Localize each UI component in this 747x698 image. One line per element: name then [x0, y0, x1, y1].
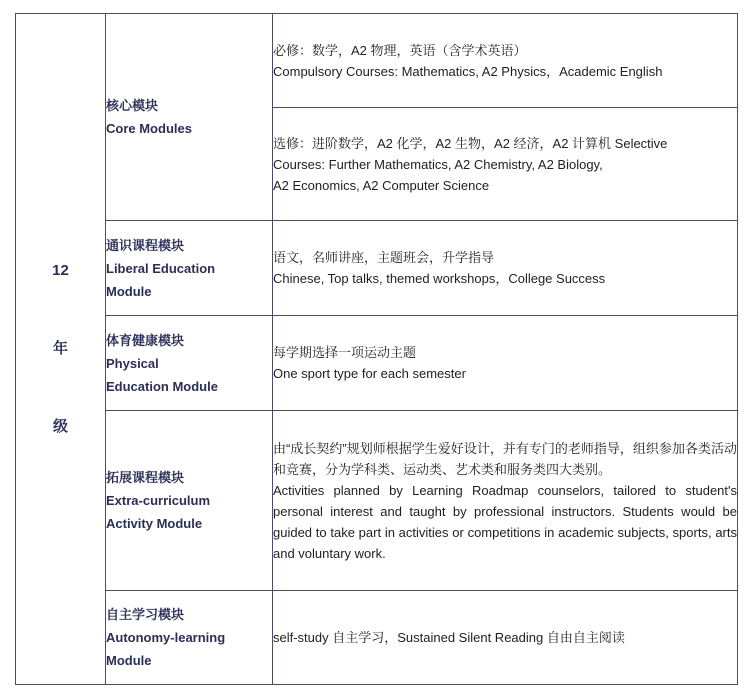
module-title-en-line-1: Liberal Education: [106, 260, 216, 276]
detail-text: self-study 自主学习，Sustained Silent Reading 自由自主阅读: [273, 630, 625, 645]
table-row-autonomy-learning: [16, 591, 738, 685]
detail-autonomy-learning: [273, 591, 738, 685]
module-title-zh: 核心模块: [106, 98, 159, 113]
grade-char-ji: 级: [52, 418, 68, 435]
detail-en-line-2: A2 Economics, A2 Computer Science: [273, 177, 490, 193]
table-row-extra-curriculum: [16, 411, 738, 591]
module-liberal-education: [106, 221, 273, 316]
table-row-core-compulsory: [16, 14, 738, 108]
module-autonomy-learning: [106, 591, 273, 685]
detail-physical-education: [273, 316, 738, 411]
detail-en-line-1: Courses: Further Mathematics, A2 Chemistry, A2 Biology,: [273, 156, 603, 172]
module-title-en-line-1: Autonomy-learning: [106, 630, 226, 645]
module-title-en-line-1: Physical: [106, 355, 159, 371]
module-title-zh: 拓展课程模块: [106, 470, 185, 485]
module-title-en-line-1: Extra-curriculum: [106, 493, 211, 508]
detail-zh: 每学期选择一项运动主题: [273, 345, 417, 360]
detail-en: Chinese, Top talks, themed workshops，College Success: [273, 271, 606, 286]
detail-zh: 必修：数学，A2 物理，英语（含学术英语）: [273, 42, 527, 58]
curriculum-table: [15, 13, 738, 685]
module-title-en-line-2: Activity Module: [106, 516, 203, 531]
detail-zh: 选修：进阶数学，A2 化学，A2 生物，A2 经济，A2 计算机 Selective: [273, 135, 668, 151]
module-physical-education: [106, 316, 273, 411]
detail-extra-curriculum: [273, 411, 738, 591]
detail-core-compulsory: [273, 14, 738, 108]
grade-char-nian: 年: [52, 340, 68, 357]
grade-label: [16, 263, 105, 435]
table-row-liberal-education: [16, 221, 738, 316]
table-row-physical-education: [16, 316, 738, 411]
detail-en: Compulsory Courses: Mathematics, A2 Physics，Academic English: [273, 63, 663, 79]
module-core: [106, 14, 273, 221]
module-extra-curriculum: [106, 411, 273, 591]
module-title-en: Core Modules: [106, 121, 192, 136]
detail-liberal-education: [273, 221, 738, 316]
module-title-en-line-2: Module: [106, 283, 152, 299]
detail-zh: 由“成长契约”规划师根据学生爱好设计，并有专门的老师指导，组织参加各类活动和竞赛，分为学科类、运动类、艺术类和服务类四大类别。: [273, 440, 737, 477]
grade-number: 12: [52, 262, 69, 279]
module-title-en-line-2: Education Module: [106, 378, 218, 394]
module-title-zh: 通识课程模块: [106, 237, 185, 253]
module-title-zh: 自主学习模块: [106, 607, 185, 622]
detail-zh: 语文，名师讲座，主题班会，升学指导: [273, 250, 495, 265]
grade-cell: [16, 14, 106, 685]
detail-core-selective: [273, 108, 738, 221]
module-title-zh: 体育健康模块: [106, 332, 185, 348]
detail-en: One sport type for each semester: [273, 366, 466, 381]
detail-en: Activities planned by Learning Roadmap counselors, tailored to student's personal interest and taught by professional instructors. Students would be guided to take part in activities or competitions in academic subjects, sports, arts and voluntary work.: [273, 482, 737, 561]
module-title-en-line-2: Module: [106, 653, 152, 668]
